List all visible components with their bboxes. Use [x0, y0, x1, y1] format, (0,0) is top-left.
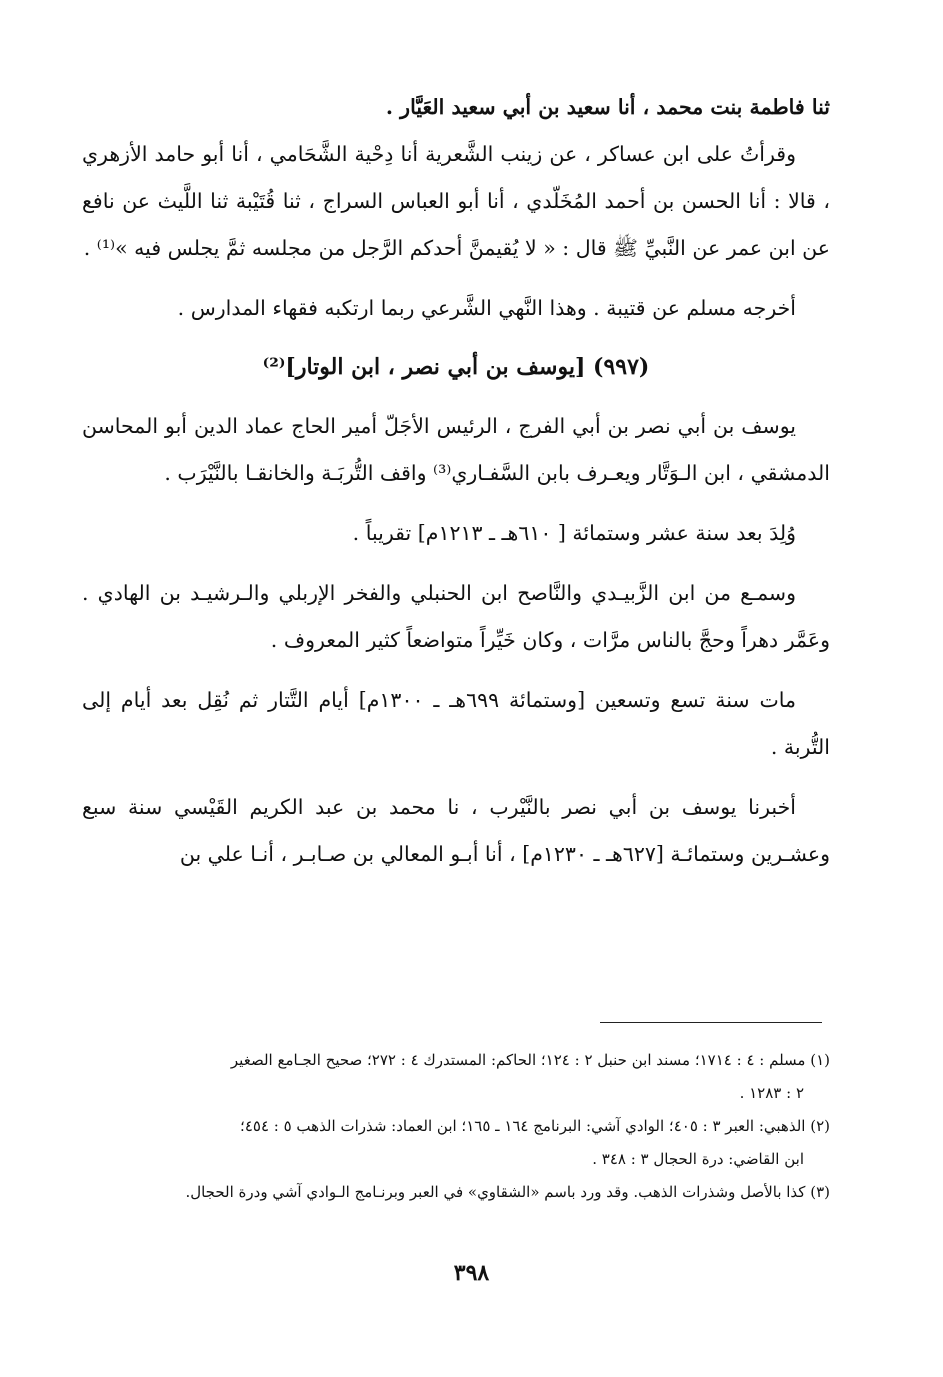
footnote-2: (٢) الذهبي: العبر ٣ : ٤٠٥؛ الوادي آشي: البرنامج ١٦٤ ـ ١٦٥؛ ابن العماد: شذرات الذهب ٥ : ٤٥٤؛ — [240, 1117, 830, 1135]
paragraph-7: مات سنة تسع وتسعين [وستمائة ٦٩٩هـ ـ ١٣٠٠م] أيام التَّتار ثم نُقِل بعد أيام إلى التُّربة . — [82, 688, 830, 759]
footnotes — [82, 1044, 830, 1209]
paragraph-3: أخرجه مسلم عن قتيبة . وهذا النَّهي الشَّرعي ربما ارتكبه فقهاء المدارس . — [177, 296, 796, 320]
paragraph-6: وسمـع من ابن الزَّبيـدي والنَّاصح ابن الحنبلي والفخر الإربلي والـرشيـد بن الهادي . وعَمَّر دهراً وحجَّ بالناس مرَّات ، وكان خَيِّراً متواضعاً كثير المعروف . — [82, 581, 830, 652]
paragraph-1: ثنا فاطمة بنت محمد ، أنا سعيد بن أبي سعيد العَيَّار . — [385, 95, 830, 119]
paragraph-5: وُلِدَ بعد سنة عشر وستمائة [ ٦١٠هـ ـ ١٢١٣م] تقريباً . — [352, 521, 796, 545]
footnote-3: (٣) كذا بالأصل وشذرات الذهب. وقد ورد باسم «الشقاوي» في العبر وبرنـامج الـوادي آشي ودرة الحجال. — [185, 1183, 830, 1201]
footnote-divider — [600, 1022, 822, 1023]
entry-heading: (٩٩٧) [يوسف بن أبي نصر ، ابن الوتار]⁽²⁾ — [262, 354, 650, 380]
footnote-2-continuation: ابن القاضي: درة الحجال ٣ : ٣٤٨ . — [592, 1150, 804, 1168]
paragraph-8: أخبرنا يوسف بن أبي نصر بالنَّيْرب ، نا محمد بن عبد الكريم القَيْسي سنة سبع وعشـرين وستمائـة [٦٢٧هـ ـ ١٢٣٠م] ، أنا أبـو المعالي بن صـابـر ، أنـا علي بن — [82, 795, 830, 866]
main-text — [82, 84, 830, 878]
paragraph-2: وقرأتُ على ابن عساكر ، عن زينب الشَّعرية أنا دِحْية الشَّحَامي ، أنا أبو حامد الأزهري ، قالا : أنا الحسن بن أحمد المُخَلّدي ، أنا أبو العباس السراج ، ثنا قُتَيْبة ثنا اللَّيث عن نافع عن ابن عمر عن النَّبيِّ ﷺ قال : « لا يُقيمنَّ أحدكم الرَّجل من مجلسه ثمَّ يجلس فيه »⁽¹⁾ . — [82, 142, 830, 260]
page-number: ٣٩٨ — [453, 1260, 490, 1286]
footnote-1-continuation: ٢ : ١٢٨٣ . — [739, 1084, 804, 1102]
paragraph-4: يوسف بن أبي نصر بن أبي الفرج ، الرئيس الأجَلّ أمير الحاج عماد الدين أبو المحاسن الدمشقي ، ابن الـوَتَّار ويعـرف بابن السَّفـاري⁽³⁾ واقف التُّربَـة والخانقـا بالنَّيْرَب . — [82, 414, 830, 485]
footnote-1: (١) مسلم : ٤ : ١٧١٤؛ مسند ابن حنبل ٢ : ١٢٤؛ الحاكم: المستدرك ٤ : ٢٧٢؛ صحيح الجـامع الصغير — [230, 1051, 830, 1069]
